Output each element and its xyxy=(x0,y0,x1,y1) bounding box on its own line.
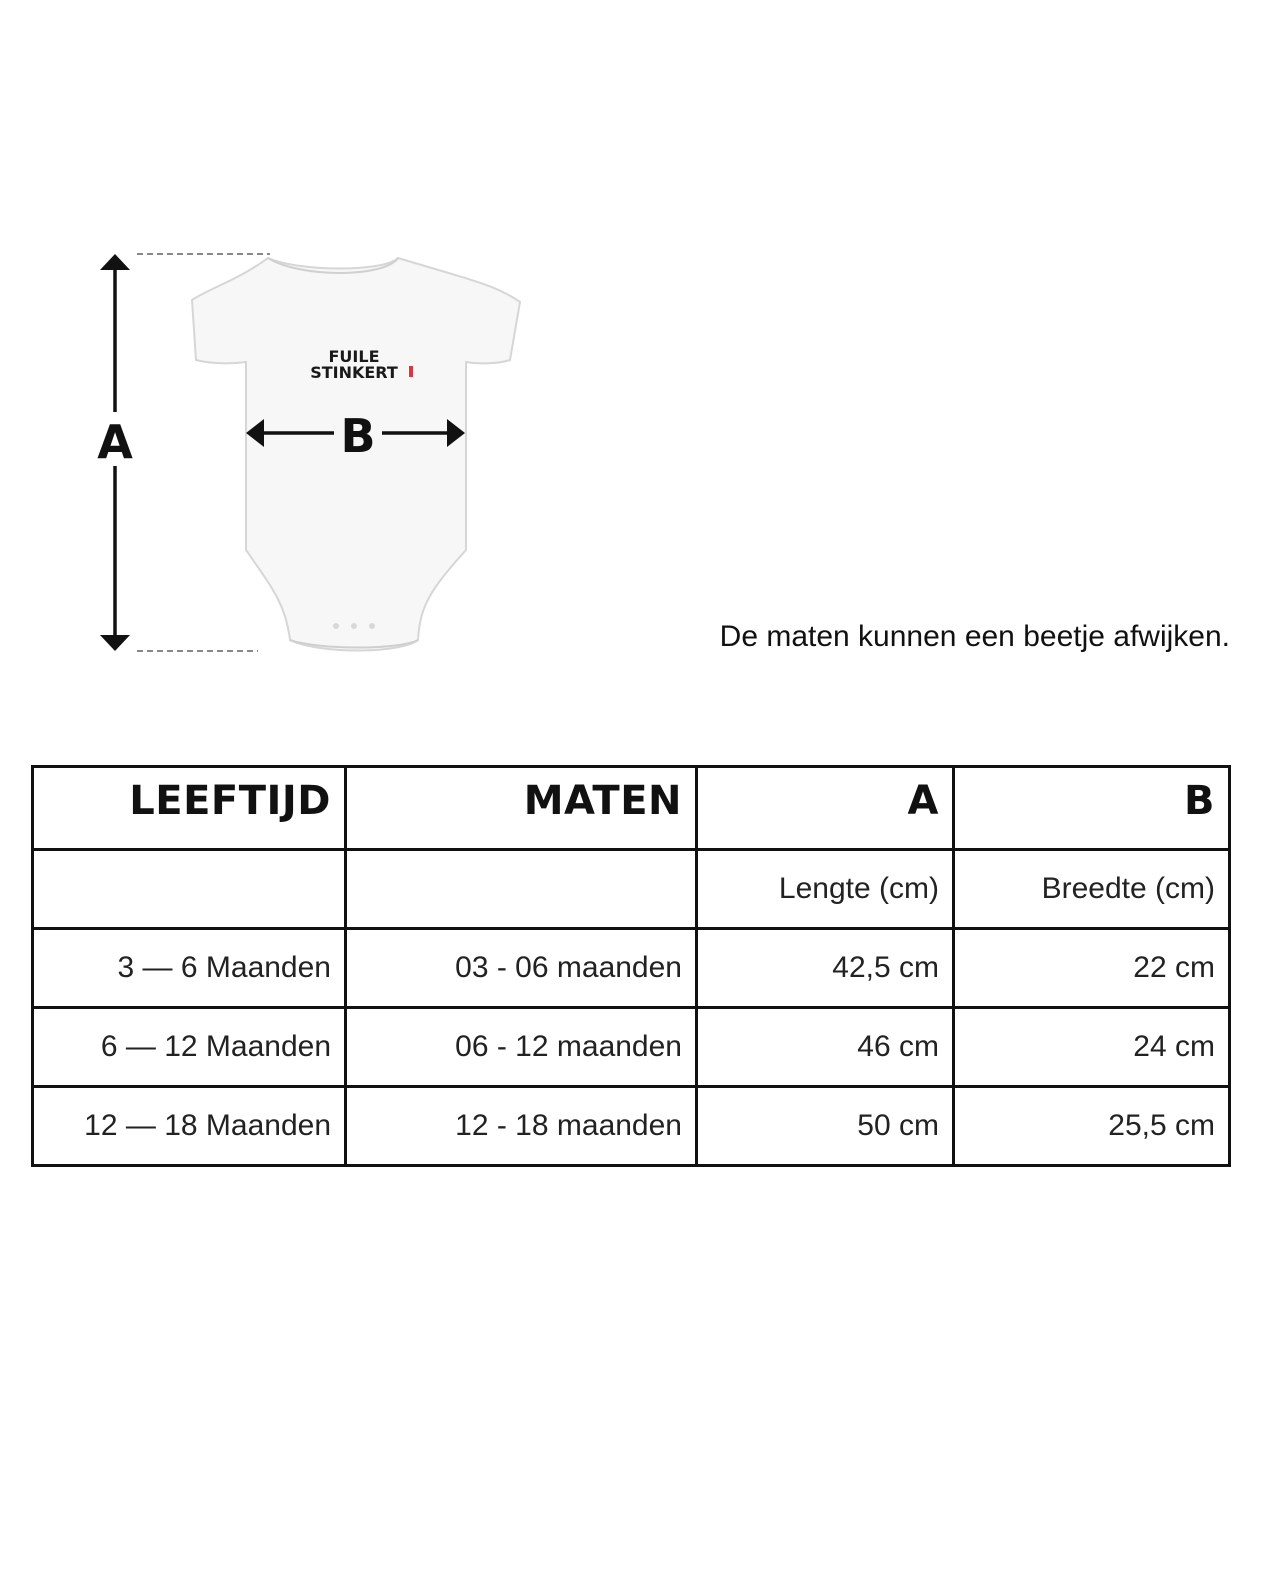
length-cell: 50 cm xyxy=(697,1087,954,1166)
width-cell: 25,5 cm xyxy=(954,1087,1230,1166)
subheader-cell xyxy=(33,850,346,929)
svg-text:FUILE: FUILE xyxy=(328,347,380,366)
width-cell: 24 cm xyxy=(954,1008,1230,1087)
subheader-cell xyxy=(346,850,697,929)
age-cell: 6 — 12 Maanden xyxy=(33,1008,346,1087)
table-row xyxy=(33,929,1230,1008)
width-label: B xyxy=(340,409,376,463)
bodysuit-diagram xyxy=(0,0,1280,700)
length-cell: 42,5 cm xyxy=(697,929,954,1008)
table-row xyxy=(33,1008,1230,1087)
size-cell: 06 - 12 maanden xyxy=(346,1008,697,1087)
header-size: MATEN xyxy=(346,767,697,850)
size-cell: 03 - 06 maanden xyxy=(346,929,697,1008)
header-length: A xyxy=(697,767,954,850)
disclaimer-text: De maten kunnen een beetje afwijken. xyxy=(719,620,1230,653)
subheader-row xyxy=(33,850,1230,929)
header-row xyxy=(33,767,1230,850)
subheader-width: Breedte (cm) xyxy=(954,850,1230,929)
header-width: B xyxy=(954,767,1230,850)
length-label: A xyxy=(97,415,133,469)
svg-text:STINKERT: STINKERT xyxy=(310,363,398,382)
size-cell: 12 - 18 maanden xyxy=(346,1087,697,1166)
header-age: LEEFTIJD xyxy=(33,767,346,850)
age-cell: 3 — 6 Maanden xyxy=(33,929,346,1008)
age-cell: 12 — 18 Maanden xyxy=(33,1087,346,1166)
subheader-length: Lengte (cm) xyxy=(697,850,954,929)
table-row xyxy=(33,1087,1230,1166)
width-cell: 22 cm xyxy=(954,929,1230,1008)
size-chart-table xyxy=(31,765,1231,1167)
length-cell: 46 cm xyxy=(697,1008,954,1087)
